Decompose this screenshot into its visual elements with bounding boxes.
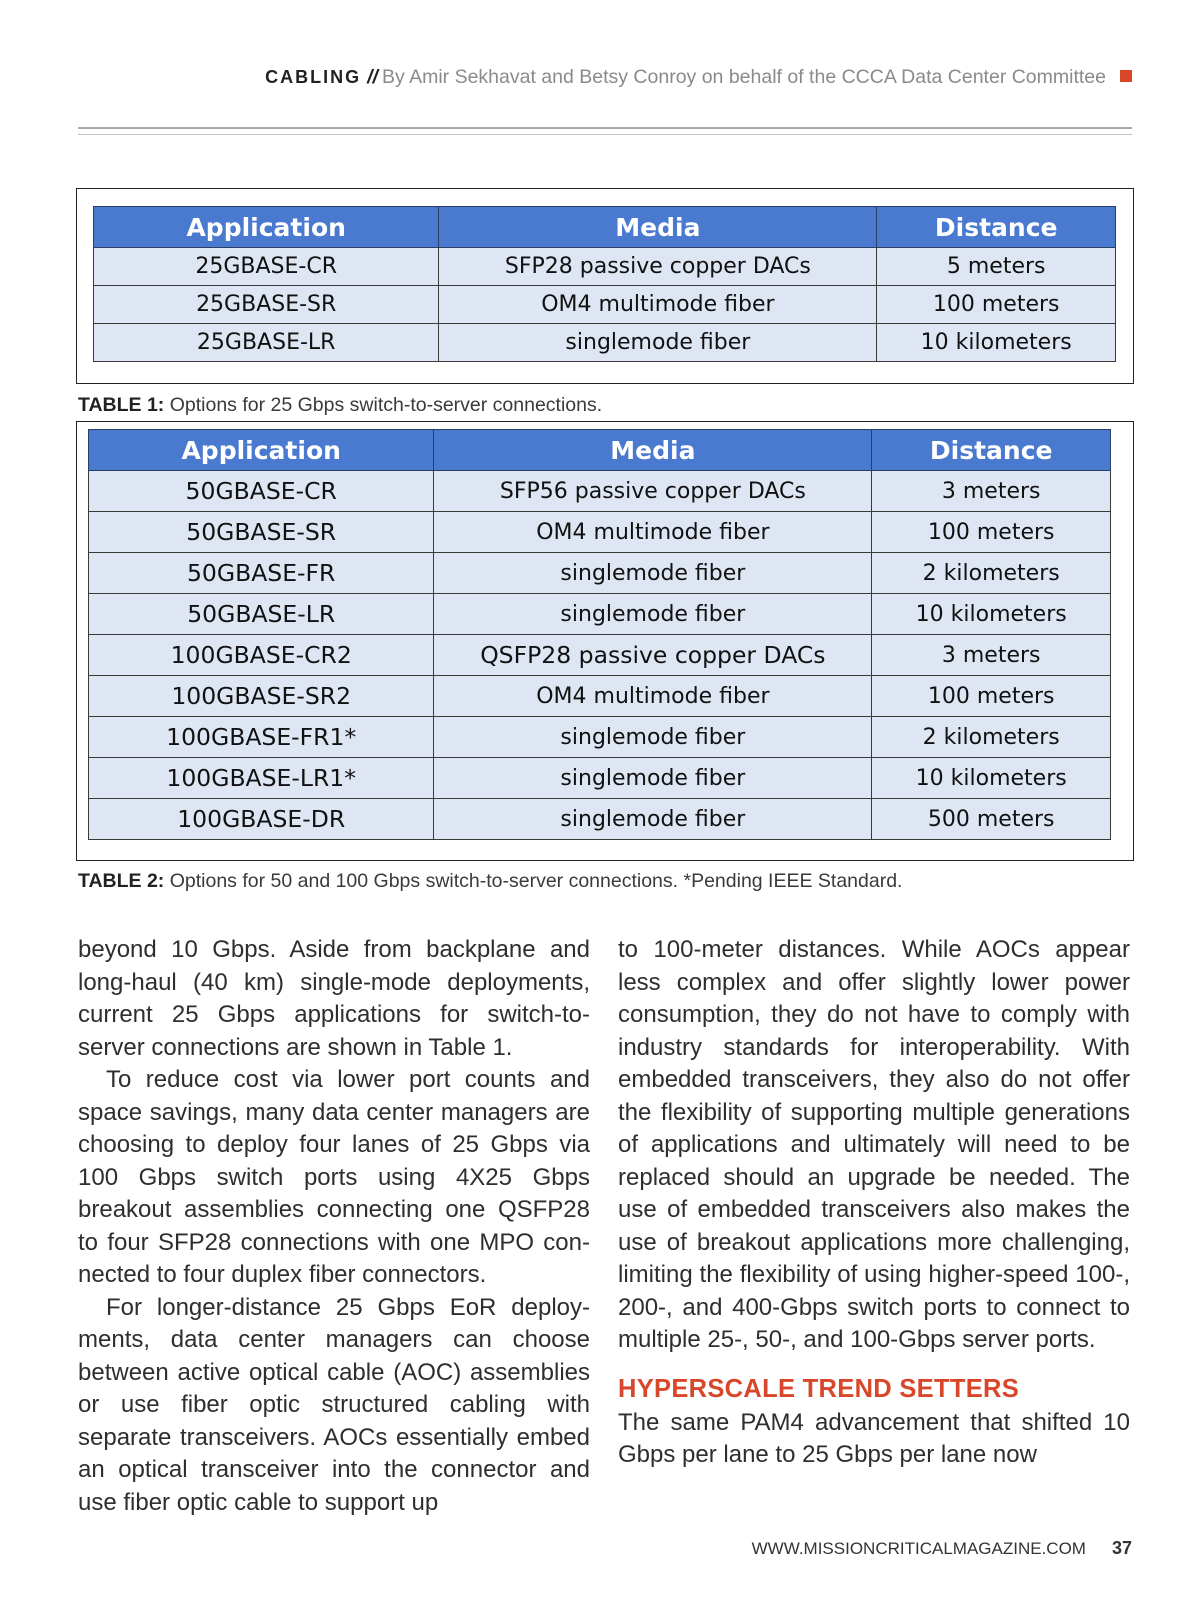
body-paragraph: For longer-distance 25 Gbps EoR deployments, data center managers can choose between active optical cable (AOC) assemblies or use fiber optic structured cabling with separate transceivers. AOCs essentially embed an optical transceiver into the connector and use fiber optic cable to support up: [78, 1293, 590, 1516]
table1-caption: [78, 394, 602, 417]
table-header-row: [94, 207, 1116, 248]
cell-media: QSFP28 passive copper DACs: [434, 635, 872, 676]
table1: [93, 206, 1116, 362]
cell-application: 100GBASE-FR1*: [89, 717, 434, 758]
table-row: [89, 635, 1111, 676]
body-paragraph: To reduce cost via lower port counts and space savings, many data center managers are choosing to deploy four lanes of 25 Gbps via 100 Gbps switch ports using 4X25 Gbps breakout assemblies connecting one QSFP28 to four SFP28 connections with one MPO connected to four duplex fiber connectors.: [78, 1066, 590, 1288]
cell-media: singlemode fiber: [434, 553, 872, 594]
header-rule-thin: [78, 134, 1132, 135]
cell-application: 25GBASE-SR: [94, 286, 439, 324]
cell-media: OM4 multimode fiber: [439, 286, 877, 324]
cell-media: singlemode fiber: [434, 799, 872, 840]
cell-application: 50GBASE-SR: [89, 512, 434, 553]
column-header-application: Application: [89, 430, 434, 471]
cell-distance: 100 meters: [872, 676, 1111, 717]
cell-distance: 100 meters: [872, 512, 1111, 553]
caption-text: Options for 50 and 100 Gbps switch-to-server connections. *Pending IEEE Standard.: [164, 870, 903, 892]
section-label: CABLING: [265, 67, 362, 87]
cell-media: SFP56 passive copper DACs: [434, 471, 872, 512]
page-number: 37: [1111, 1538, 1132, 1558]
column-header-application: Application: [94, 207, 439, 248]
cell-application: 25GBASE-LR: [94, 324, 439, 362]
cell-media: OM4 multimode fiber: [434, 512, 872, 553]
column-header-media: Media: [434, 430, 872, 471]
cell-application: 50GBASE-CR: [89, 471, 434, 512]
table-row: [89, 553, 1111, 594]
table-row: [94, 324, 1116, 362]
table-row: [89, 594, 1111, 635]
cell-media: singlemode fiber: [434, 594, 872, 635]
section-heading: HYPERSCALE TREND SETTERS: [618, 1374, 1020, 1403]
footer-url: WWW.MISSIONCRITICALMAGAZINE.COM: [751, 1539, 1086, 1558]
body-column-left: [78, 934, 590, 1519]
body-column-right: [618, 934, 1130, 1472]
cell-application: 50GBASE-FR: [89, 553, 434, 594]
body-paragraph: beyond 10 Gbps. Aside from backplane and long-haul (40 km) single-mode deployments, current 25 Gbps applications for switch-to-server connections are shown in Table 1.: [78, 936, 590, 1061]
cell-distance: 5 meters: [877, 248, 1116, 286]
table-row: [94, 248, 1116, 286]
caption-text: Options for 25 Gbps switch-to-server connections.: [164, 394, 603, 416]
byline: By Amir Sekhavat and Betsy Conroy on behalf of the CCCA Data Center Committee: [381, 66, 1106, 88]
cell-distance: 100 meters: [877, 286, 1116, 324]
cell-media: singlemode fiber: [434, 758, 872, 799]
header-separator: //: [367, 66, 378, 88]
column-header-distance: Distance: [877, 207, 1116, 248]
cell-application: 50GBASE-LR: [89, 594, 434, 635]
cell-media: SFP28 passive copper DACs: [439, 248, 877, 286]
table-row: [89, 676, 1111, 717]
cell-distance: 3 meters: [872, 635, 1111, 676]
cell-media: singlemode fiber: [439, 324, 877, 362]
table-row: [89, 717, 1111, 758]
cell-application: 100GBASE-SR2: [89, 676, 434, 717]
cell-distance: 10 kilometers: [877, 324, 1116, 362]
table-row: [89, 799, 1111, 840]
table-row: [89, 471, 1111, 512]
cell-distance: 500 meters: [872, 799, 1111, 840]
cell-distance: 10 kilometers: [872, 758, 1111, 799]
cell-distance: 3 meters: [872, 471, 1111, 512]
cell-media: OM4 multimode fiber: [434, 676, 872, 717]
cell-application: 100GBASE-LR1*: [89, 758, 434, 799]
header-rule: [78, 127, 1132, 129]
table-header-row: [89, 430, 1111, 471]
table-row: [89, 758, 1111, 799]
table2: [88, 429, 1111, 840]
cell-application: 100GBASE-CR2: [89, 635, 434, 676]
column-header-media: Media: [439, 207, 877, 248]
cell-distance: 2 kilometers: [872, 717, 1111, 758]
body-paragraph: to 100-meter distances. While AOCs appear less complex and offer slightly lower power consumption, they do not have to comply with industry standards for interoperability. With embedded transceivers, they also do not offer the flexibility of supporting multiple generations of applications and ultimately will need to be replaced should an upgrade be needed. The use of embedded transceivers also makes the use of breakout applications more challenging, limiting the flexibility of using higher-speed 100-, 200-, and 400-Gbps switch ports to connect to multiple 25-, 50-, and 100-Gbps server ports.: [618, 936, 1130, 1353]
page-footer: [752, 1538, 1132, 1559]
column-header-distance: Distance: [872, 430, 1111, 471]
accent-square-icon: [1120, 70, 1132, 82]
cell-distance: 10 kilometers: [872, 594, 1111, 635]
running-header: [0, 66, 1132, 89]
caption-label: TABLE 1:: [78, 394, 165, 416]
body-paragraph: The same PAM4 advancement that shifted 10 Gbps per lane to 25 Gbps per lane now: [618, 1408, 1130, 1468]
cell-media: singlemode fiber: [434, 717, 872, 758]
table-row: [89, 512, 1111, 553]
table2-caption: [78, 870, 902, 893]
cell-application: 100GBASE-DR: [89, 799, 434, 840]
cell-distance: 2 kilometers: [872, 553, 1111, 594]
caption-label: TABLE 2:: [78, 870, 165, 892]
table-row: [94, 286, 1116, 324]
cell-application: 25GBASE-CR: [94, 248, 439, 286]
